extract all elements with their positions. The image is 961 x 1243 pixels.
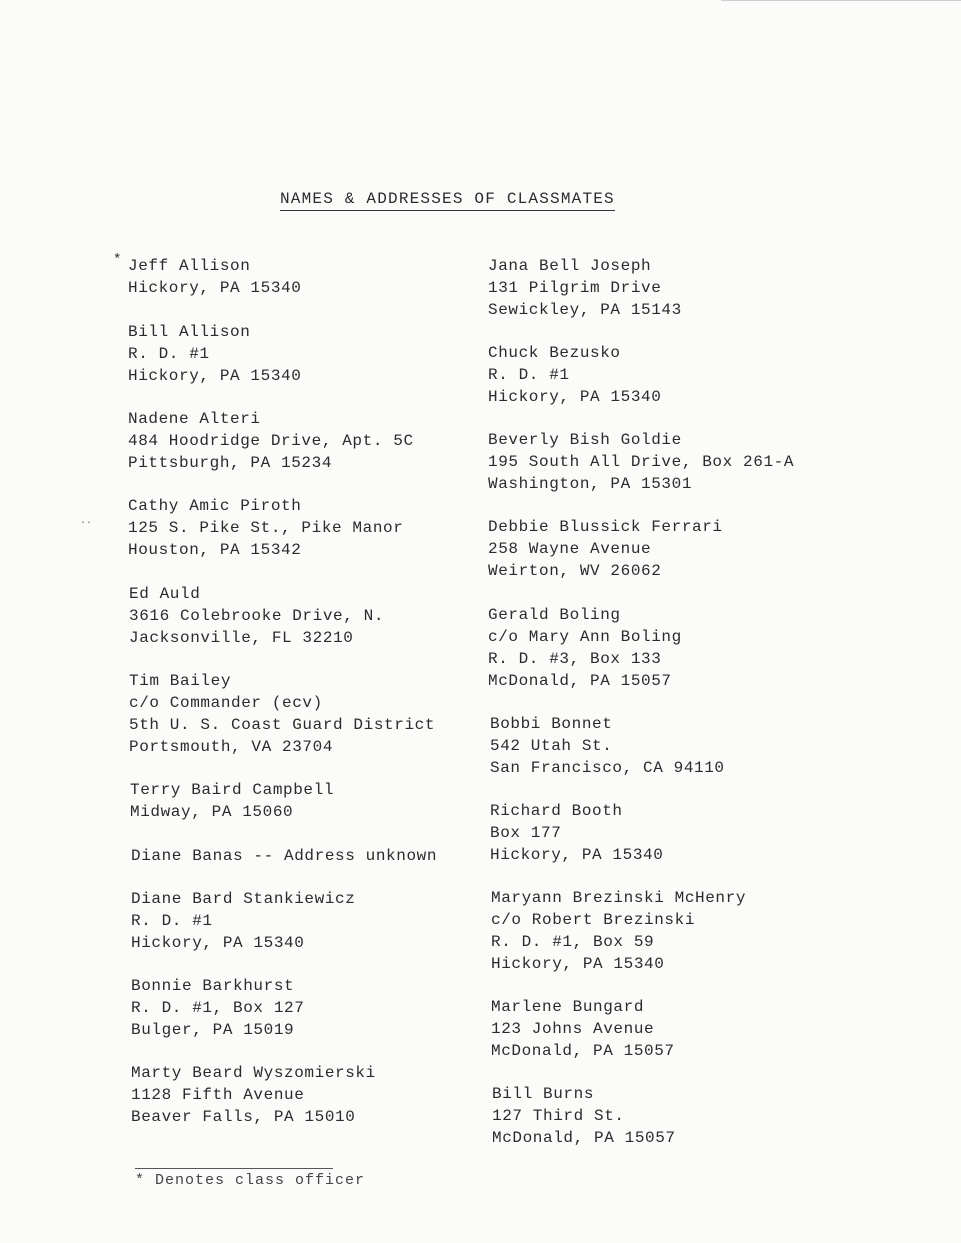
address-line: San Francisco, CA 94110 <box>490 759 725 777</box>
classmate-name: Chuck Bezusko <box>488 344 621 362</box>
classmate-entry <box>128 495 403 561</box>
address-line: McDonald, PA 15057 <box>492 1129 676 1147</box>
address-line: Hickory, PA 15340 <box>488 388 662 406</box>
address-line: R. D. #3, Box 133 <box>488 650 662 668</box>
address-line: 123 Johns Avenue <box>491 1020 655 1038</box>
classmate-name: Bill Burns <box>492 1085 595 1103</box>
address-line: R. D. #1 <box>488 366 570 384</box>
address-line: Washington, PA 15301 <box>488 475 693 493</box>
classmate-entry <box>490 800 663 866</box>
classmate-name: Marlene Bungard <box>491 998 645 1016</box>
address-line: Portsmouth, VA 23704 <box>129 738 334 756</box>
classmate-entry <box>131 1062 376 1128</box>
address-line: Box 177 <box>490 824 562 842</box>
classmate-entry <box>488 255 682 321</box>
classmate-entry <box>488 342 661 408</box>
address-line: 3616 Colebrooke Drive, N. <box>129 607 385 625</box>
classmate-entry <box>131 888 355 954</box>
address-line: c/o Mary Ann Boling <box>488 628 682 646</box>
address-line: Midway, PA 15060 <box>130 803 294 821</box>
address-line: R. D. #1 <box>131 912 213 930</box>
address-line: 1128 Fifth Avenue <box>131 1086 305 1104</box>
classmate-name: Nadene Alteri <box>128 410 261 428</box>
address-line: Houston, PA 15342 <box>128 541 302 559</box>
address-line: Sewickley, PA 15143 <box>488 301 682 319</box>
address-line: Hickory, PA 15340 <box>128 279 302 297</box>
classmate-entry <box>131 845 437 867</box>
classmate-name: Marty Beard Wyszomierski <box>131 1064 376 1082</box>
classmate-name: Bonnie Barkhurst <box>131 977 295 995</box>
margin-mark: .. <box>80 516 93 527</box>
address-line: McDonald, PA 15057 <box>491 1042 675 1060</box>
classmate-entry <box>128 321 301 387</box>
classmate-entry <box>129 670 435 758</box>
address-line: Bulger, PA 15019 <box>131 1021 295 1039</box>
classmate-entry <box>488 429 794 495</box>
footnote: * Denotes class officer <box>135 1172 366 1189</box>
classmate-name: Tim Bailey <box>129 672 232 690</box>
address-line: R. D. #1, Box 59 <box>491 933 655 951</box>
classmate-name: Diane Banas -- Address unknown <box>131 847 438 865</box>
classmate-entry <box>491 887 746 975</box>
address-line: R. D. #1, Box 127 <box>131 999 305 1017</box>
address-line: c/o Commander (ecv) <box>129 694 323 712</box>
address-line: 127 Third St. <box>492 1107 625 1125</box>
classmate-name: Jeff Allison <box>128 257 251 275</box>
address-line: McDonald, PA 15057 <box>488 672 672 690</box>
classmate-name: Maryann Brezinski McHenry <box>491 889 747 907</box>
address-line: 5th U. S. Coast Guard District <box>129 716 436 734</box>
address-line: Hickory, PA 15340 <box>490 846 664 864</box>
address-line: Hickory, PA 15340 <box>491 955 665 973</box>
address-line: 542 Utah St. <box>490 737 613 755</box>
classmate-name: Bill Allison <box>128 323 251 341</box>
address-line: Jacksonville, FL 32210 <box>129 629 354 647</box>
address-line: Hickory, PA 15340 <box>128 367 302 385</box>
address-line: Pittsburgh, PA 15234 <box>128 454 333 472</box>
footnote-rule <box>135 1168 333 1169</box>
classmate-name: Debbie Blussick Ferrari <box>488 518 723 536</box>
classmate-name: Ed Auld <box>129 585 201 603</box>
address-line: 258 Wayne Avenue <box>488 540 652 558</box>
classmate-entry <box>490 713 725 779</box>
classmate-entry <box>129 583 384 649</box>
address-line: c/o Robert Brezinski <box>491 911 696 929</box>
classmate-entry <box>488 516 723 582</box>
classmate-entry <box>130 779 334 823</box>
classmate-name: Richard Booth <box>490 802 623 820</box>
top-edge-line <box>721 0 961 1</box>
classmate-name: Diane Bard Stankiewicz <box>131 890 356 908</box>
classmate-entry <box>113 252 302 299</box>
officer-marker: * <box>113 252 122 268</box>
address-line: Hickory, PA 15340 <box>131 934 305 952</box>
page-title: NAMES & ADDRESSES OF CLASSMATES <box>280 189 615 211</box>
classmate-name: Jana Bell Joseph <box>488 257 652 275</box>
classmate-name: Beverly Bish Goldie <box>488 431 682 449</box>
address-line: 195 South All Drive, Box 261-A <box>488 453 795 471</box>
classmate-name: Bobbi Bonnet <box>490 715 613 733</box>
classmate-name: Gerald Boling <box>488 606 621 624</box>
classmate-entry <box>128 408 414 474</box>
address-line: 131 Pilgrim Drive <box>488 279 662 297</box>
classmate-entry <box>492 1083 676 1149</box>
classmate-entry <box>488 604 682 692</box>
address-line: 484 Hoodridge Drive, Apt. 5C <box>128 432 414 450</box>
address-line: 125 S. Pike St., Pike Manor <box>128 519 404 537</box>
address-line: Weirton, WV 26062 <box>488 562 662 580</box>
address-line: Beaver Falls, PA 15010 <box>131 1108 356 1126</box>
classmate-name: Terry Baird Campbell <box>130 781 335 799</box>
classmate-name: Cathy Amic Piroth <box>128 497 302 515</box>
classmate-entry <box>491 996 675 1062</box>
address-line: R. D. #1 <box>128 345 210 363</box>
classmate-entry <box>131 975 304 1041</box>
